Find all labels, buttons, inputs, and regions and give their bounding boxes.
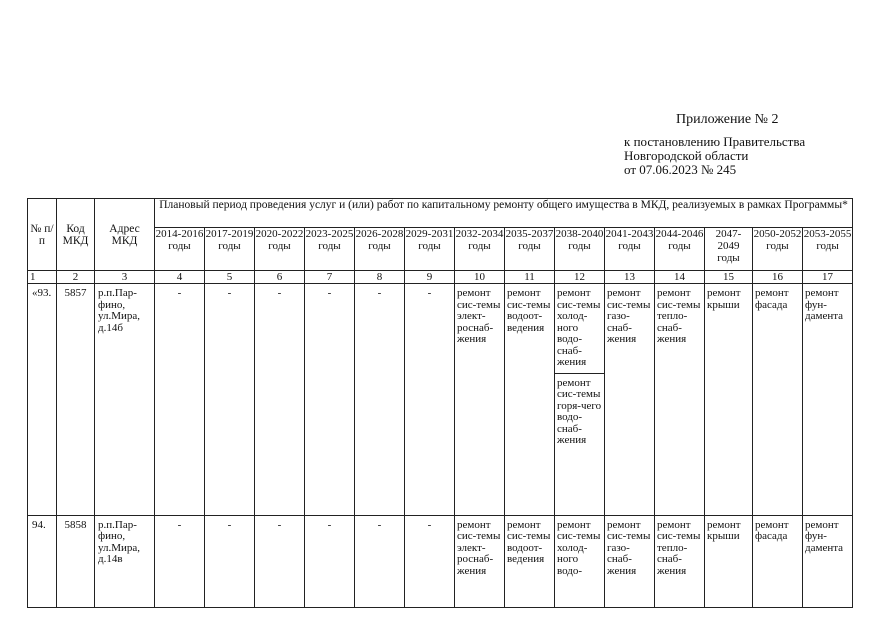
work-item: ремонт сис-темы горя-чего водо-снаб-жения bbox=[555, 373, 604, 447]
empty-period-cell bbox=[255, 515, 305, 607]
header-period: 2017-2019 годы bbox=[205, 228, 255, 271]
column-number: 1 bbox=[28, 271, 57, 284]
column-number: 2 bbox=[57, 271, 95, 284]
header-period: 2047-2049 годы bbox=[705, 228, 753, 271]
dash-mark: - bbox=[327, 518, 332, 531]
work-item: ремонт сис-темы водоот-ведения bbox=[507, 287, 551, 334]
dash-mark: - bbox=[377, 287, 382, 300]
work-item: ремонт сис-темы газо-снаб-жения bbox=[607, 518, 651, 577]
column-number: 16 bbox=[753, 271, 803, 284]
work-item: ремонт фун-дамента bbox=[805, 518, 844, 554]
header-address: Адрес МКД bbox=[95, 199, 155, 271]
column-number: 8 bbox=[355, 271, 405, 284]
header-code: Код МКД bbox=[57, 199, 95, 271]
work-cell bbox=[555, 284, 605, 515]
header-period: 2020-2022 годы bbox=[255, 228, 305, 271]
empty-period-cell bbox=[155, 284, 205, 515]
work-item: ремонт сис-темы тепло-снаб-жения bbox=[657, 287, 701, 346]
empty-period-cell bbox=[305, 284, 355, 515]
column-number: 3 bbox=[95, 271, 155, 284]
column-number: 13 bbox=[605, 271, 655, 284]
work-item: ремонт сис-темы тепло-снаб-жения bbox=[657, 518, 701, 577]
work-cell bbox=[803, 284, 853, 515]
empty-period-cell bbox=[155, 515, 205, 607]
dash-mark: - bbox=[177, 287, 182, 300]
work-item: ремонт сис-темы холод-ного водо-снаб-жения bbox=[557, 287, 601, 369]
header-period: 2038-2040 годы bbox=[555, 228, 605, 271]
dash-mark: - bbox=[277, 287, 282, 300]
column-number: 11 bbox=[505, 271, 555, 284]
header-period: 2035-2037 годы bbox=[505, 228, 555, 271]
capital-repair-table bbox=[27, 198, 853, 608]
work-cell bbox=[753, 515, 803, 607]
header-period: 2029-2031 годы bbox=[405, 228, 455, 271]
header-num: № п/п bbox=[28, 199, 57, 271]
column-number: 17 bbox=[803, 271, 853, 284]
header-period: 2044-2046 годы bbox=[655, 228, 705, 271]
mkd-code: 5858 bbox=[57, 515, 95, 607]
work-cell bbox=[803, 515, 853, 607]
header-period: 2041-2043 годы bbox=[605, 228, 655, 271]
header-planned-period: Плановый период проведения услуг и (или) работ по капитальному ремонту общего имущества в МКД, реализуемых в рамках Программы* bbox=[155, 199, 853, 228]
work-item: ремонт фасада bbox=[755, 518, 789, 543]
work-cell bbox=[655, 515, 705, 607]
appendix-line: к постановлению Правительства bbox=[624, 134, 806, 149]
empty-period-cell bbox=[205, 284, 255, 515]
column-number: 14 bbox=[655, 271, 705, 284]
work-cell bbox=[605, 515, 655, 607]
work-item: ремонт сис-темы водоот-ведения bbox=[507, 518, 551, 566]
dash-mark: - bbox=[227, 518, 232, 531]
table-row bbox=[28, 515, 853, 607]
work-cell bbox=[655, 284, 705, 515]
header-period: 2014-2016 годы bbox=[155, 228, 205, 271]
work-cell bbox=[505, 284, 555, 515]
column-number: 5 bbox=[205, 271, 255, 284]
appendix-number: Приложение № 2 bbox=[676, 112, 779, 127]
work-item: ремонт сис-темы элект-роснаб-жения bbox=[457, 518, 501, 577]
header-period: 2053-2055 годы bbox=[803, 228, 853, 271]
header-period: 2032-2034 годы bbox=[455, 228, 505, 271]
column-number: 10 bbox=[455, 271, 505, 284]
work-cell bbox=[455, 515, 505, 607]
dash-mark: - bbox=[377, 518, 382, 531]
header-period: 2050-2052 годы bbox=[753, 228, 803, 271]
empty-period-cell bbox=[355, 515, 405, 607]
work-item: ремонт сис-темы газо-снаб-жения bbox=[607, 287, 651, 346]
dash-mark: - bbox=[227, 287, 232, 300]
work-item: ремонт фун-дамента bbox=[805, 287, 844, 323]
empty-period-cell bbox=[405, 284, 455, 515]
appendix-header bbox=[624, 113, 874, 177]
work-cell bbox=[505, 515, 555, 607]
empty-period-cell bbox=[405, 515, 455, 607]
dash-mark: - bbox=[427, 518, 432, 531]
work-cell bbox=[455, 284, 505, 515]
work-cell bbox=[705, 284, 753, 515]
mkd-address: р.п.Пар-фино, ул.Мира, д.14б bbox=[95, 284, 155, 515]
dash-mark: - bbox=[277, 518, 282, 531]
work-cell bbox=[555, 515, 605, 607]
empty-period-cell bbox=[355, 284, 405, 515]
work-cell bbox=[705, 515, 753, 607]
work-item: ремонт сис-темы холод-ного водо- bbox=[557, 518, 601, 577]
column-number: 4 bbox=[155, 271, 205, 284]
row-number: «93. bbox=[28, 284, 57, 515]
dash-mark: - bbox=[427, 287, 432, 300]
work-item: ремонт крыши bbox=[707, 287, 741, 311]
work-item: ремонт крыши bbox=[707, 518, 741, 543]
table-row bbox=[28, 284, 853, 515]
dash-mark: - bbox=[327, 287, 332, 300]
dash-mark: - bbox=[177, 518, 182, 531]
empty-period-cell bbox=[205, 515, 255, 607]
row-number: 94. bbox=[28, 515, 57, 607]
empty-period-cell bbox=[305, 515, 355, 607]
column-number: 9 bbox=[405, 271, 455, 284]
work-item: ремонт сис-темы элект-роснаб-жения bbox=[457, 287, 501, 346]
appendix-line: от 07.06.2023 № 245 bbox=[624, 162, 737, 177]
header-period: 2026-2028 годы bbox=[355, 228, 405, 271]
empty-period-cell bbox=[255, 284, 305, 515]
column-number: 12 bbox=[555, 271, 605, 284]
column-number: 6 bbox=[255, 271, 305, 284]
column-number: 15 bbox=[705, 271, 753, 284]
work-cell bbox=[605, 284, 655, 515]
appendix-line: Новгородской области bbox=[624, 148, 749, 163]
work-item: ремонт фасада bbox=[755, 287, 789, 311]
work-cell bbox=[753, 284, 803, 515]
mkd-code: 5857 bbox=[57, 284, 95, 515]
header-period: 2023-2025 годы bbox=[305, 228, 355, 271]
mkd-address: р.п.Пар-фино, ул.Мира, д.14в bbox=[95, 515, 155, 607]
column-number: 7 bbox=[305, 271, 355, 284]
